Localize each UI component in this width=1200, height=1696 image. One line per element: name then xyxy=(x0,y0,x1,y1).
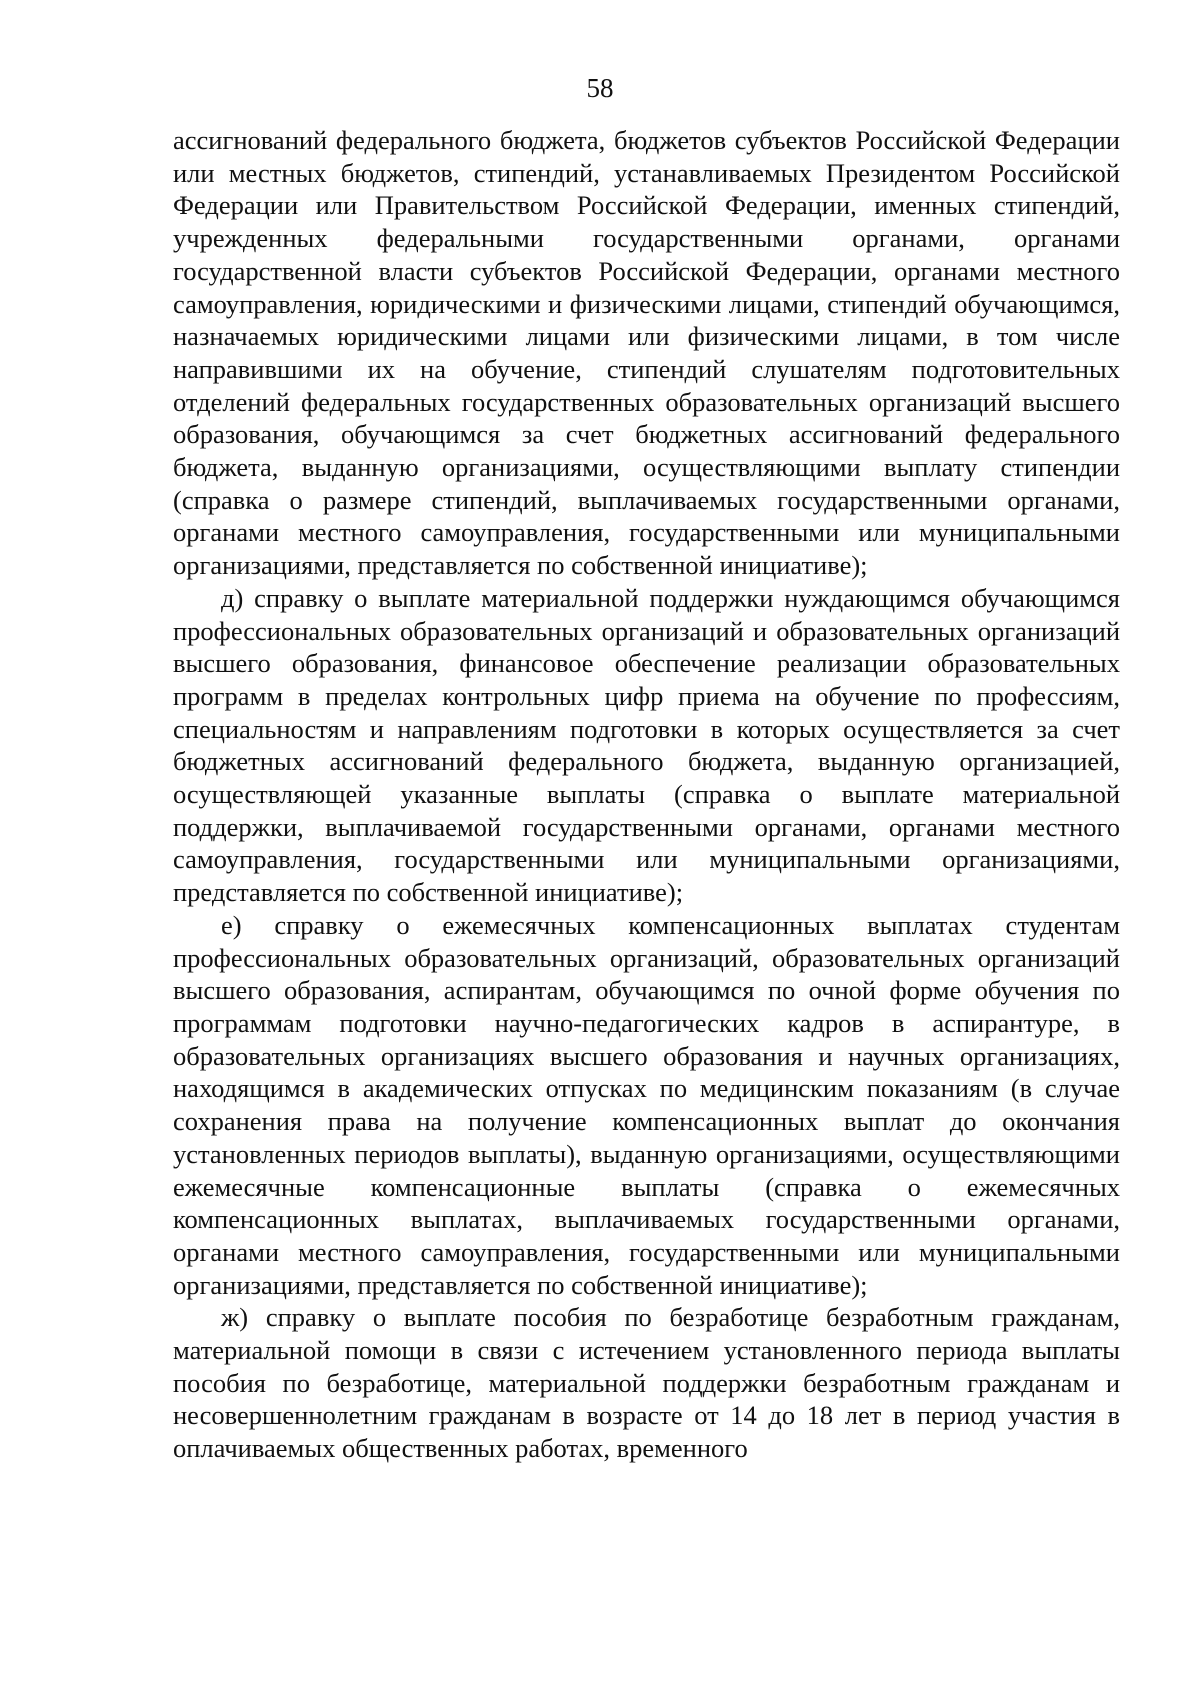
page-number: 58 xyxy=(586,73,614,103)
paragraph-item-zh: ж) справку о выплате пособия по безработице безработным гражданам, материальной помощи в связи с истечением установленного периода выплаты пособия по безработице, материальной поддержки безработным гражданам и несовершеннолетним гражданам в возрасте от 14 до 18 лет в период участия в оплачиваемых общественных работах, временного xyxy=(173,1302,1120,1464)
document-body xyxy=(173,124,1120,1465)
paragraph-continuation: ассигнований федерального бюджета, бюджетов субъектов Российской Федерации или местных бюджетов, стипендий, устанавливаемых Президентом Российской Федерации или Правительством Российской Федерации, именных стипендий, учрежденных федеральными государственными органами, органами государственной власти субъектов Российской Федерации, органами местного самоуправления, юридическими и физическими лицами, стипендий обучающимся, назначаемых юридическими лицами или физическими лицами, в том числе направившими их на обучение, стипендий слушателям подготовительных отделений федеральных государственных образовательных организаций высшего образования, обучающимся за счет бюджетных ассигнований федерального бюджета, выданную организациями, осуществляющими выплату стипендии (справка о размере стипендий, выплачиваемых государственными органами, органами местного самоуправления, государственными или муниципальными организациями, представляется по собственной инициативе); xyxy=(173,125,1120,581)
paragraph-item-e: е) справку о ежемесячных компенсационных выплатах студентам профессиональных образовательных организаций, образовательных организаций высшего образования, аспирантам, обучающимся по очной форме обучения по программам подготовки научно-педагогических кадров в аспирантуре, в образовательных организациях высшего образования и научных организациях, находящимся в академических отпусках по медицинским показаниям (в случае сохранения права на получение компенсационных выплат до окончания установленных периодов выплаты), выданную организациями, осуществляющими ежемесячные компенсационные выплаты (справка о ежемесячных компенсационных выплатах, выплачиваемых государственными органами, органами местного самоуправления, государственными или муниципальными организациями, представляется по собственной инициативе); xyxy=(173,909,1120,1300)
paragraph-item-d: д) справку о выплате материальной поддержки нуждающимся обучающимся профессиональных образовательных организаций и образовательных организаций высшего образования, финансовое обеспечение реализации образовательных программ в пределах контрольных цифр приема на обучение по профессиям, специальностям и направлениям подготовки в которых осуществляется за счет бюджетных ассигнований федерального бюджета, выданную организацией, осуществляющей указанные выплаты (справка о выплате материальной поддержки, выплачиваемой государственными органами, органами местного самоуправления, государственными или муниципальными организациями, представляется по собственной инициативе); xyxy=(173,582,1120,908)
